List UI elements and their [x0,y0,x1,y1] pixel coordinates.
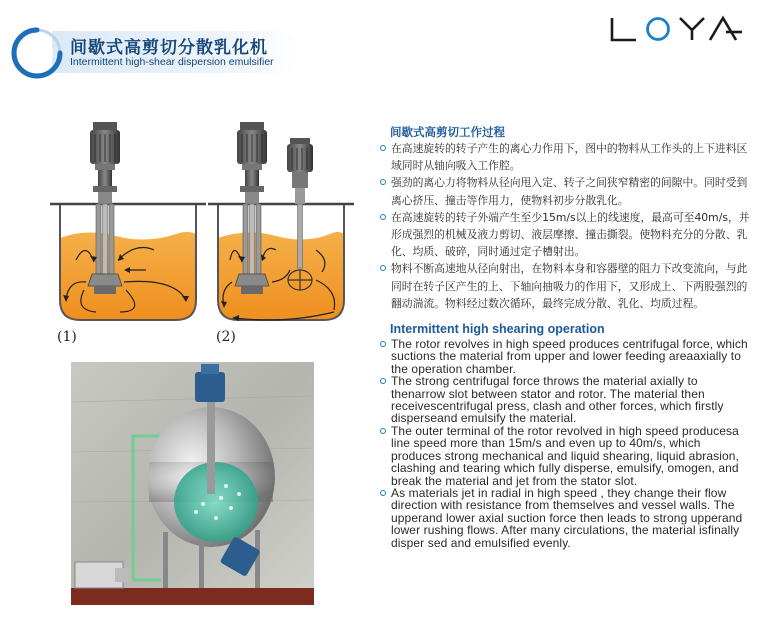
diagram-1 [46,120,208,332]
bullet-icon [380,214,386,220]
cn-list [380,140,752,312]
list-item: 在高速旋转的转子产生的离心力作用下，图中的物料从工作头的上下进料区域同时从轴向吸入工作腔。 [380,140,752,174]
list-item: The rotor revolves in high speed produces centrifugal force, which suctions the material from upper and lower feeding areaaxially to the operation chamber. [380,338,752,375]
page-subtitle: Intermittent high-shear dispersion emulsifier [70,56,274,68]
equipment-photo [71,362,314,605]
list-item: 强劲的离心力将物料从径向甩入定、转子之间狭窄精密的间隙中。同时受到离心挤压、撞击等作用力，使物料初步分散乳化。 [380,174,752,208]
en-list [380,338,752,549]
bullet-icon [380,265,386,271]
section-title-en: Intermittent high shearing operation [390,322,605,337]
list-item: 在高速旋转的转子外端产生至少15m/s以上的线速度，最高可至40m/s，并形成强烈的机械及液力剪切、液层摩擦、撞击撕裂。使物料充分的分散、乳化、均质、破碎，同时通过定子槽射出。 [380,209,752,261]
diagram-2-label: (2) [216,329,236,345]
header-ring-icon [10,26,64,80]
bullet-icon [380,490,386,496]
list-item: The outer terminal of the rotor revolved in high speed producesa line speed more than 15m/s and even up to 40m/s, which produces strong mechanical and liquid shearing, liquid abrasion, clashing and tearing which fully disperse, emulsify, omogen, and break the material and jet from the stator slot. [380,425,752,487]
bullet-icon [380,145,386,151]
bullet-icon [380,428,386,434]
list-item: As materials jet in radial in high speed , they change their flow direction with resistance from themselves and vessel walls. The upperand lower axial suction force then leads to strong upperand lower rushing flows. After many circulations, the material isfinally disper sed and emulsified evenly. [380,487,752,549]
bullet-icon [380,378,386,384]
diagram-1-label: (1) [57,329,77,345]
section-title-cn: 间歇式高剪切工作过程 [390,125,505,139]
list-item: The strong centrifugal force throws the material axially to thenarrow slot between stator and rotor. The material then receivescentrifugal press, clash and other forces, which firstly disperseand emulsify the material. [380,375,752,425]
page-title: 间歇式高剪切分散乳化机 [70,38,268,58]
bullet-icon [380,341,386,347]
list-item: 物料不断高速地从径向射出，在物料本身和容器壁的阻力下改变流向，与此同时在转子区产生的上、下轴向抽吸力的作用下，又形成上、下两股强烈的翻动湍流。物料经过数次循环，最终完成分散、乳化、均质过程。 [380,260,752,312]
brand-logo [606,12,746,46]
bullet-icon [380,179,386,185]
diagram-2 [206,120,356,332]
text-column [380,124,752,549]
